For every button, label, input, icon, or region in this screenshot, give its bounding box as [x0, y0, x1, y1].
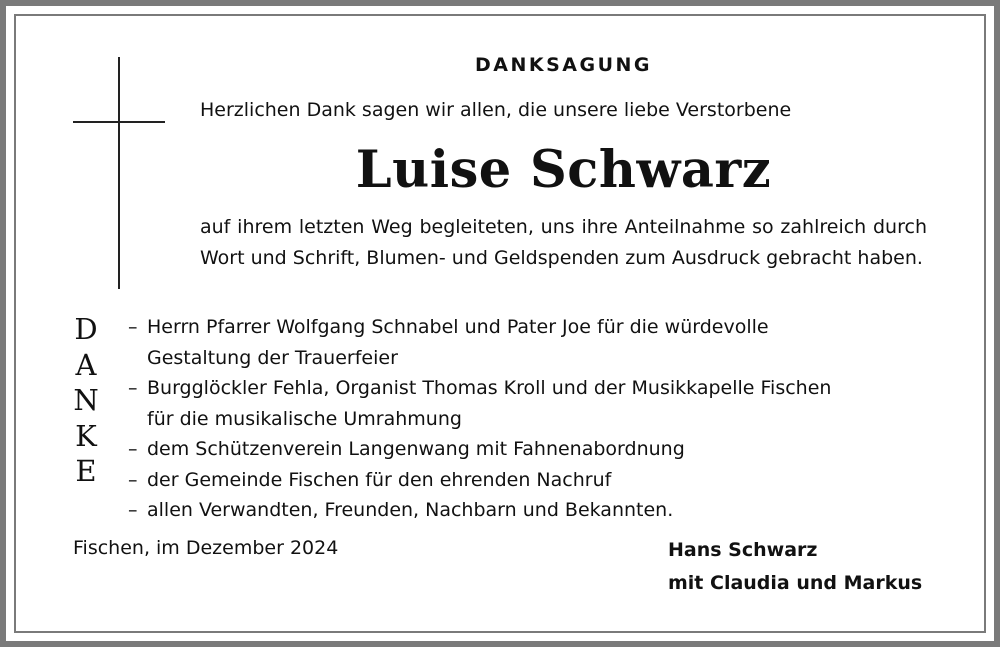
thanks-item	[128, 495, 928, 526]
thanks-item	[128, 312, 928, 373]
body-text: auf ihrem letzten Weg begleiteten, uns ihre Anteilnahme so zahlreich durch Wort und Schrift, Blumen- und Geldspenden zum Ausdruck gebracht haben.	[200, 216, 927, 269]
thanks-list	[128, 312, 928, 526]
dash: –	[128, 438, 138, 460]
place-date: Fischen, im Dezember 2024	[73, 537, 339, 559]
notice-heading: DANKSAGUNG	[474, 54, 652, 76]
danke-letter: D	[74, 312, 98, 346]
thanks-item	[128, 434, 928, 465]
deceased-name: Luise Schwarz	[355, 140, 772, 200]
dash: –	[128, 468, 138, 491]
danke-letter: N	[73, 383, 99, 417]
danke-letter: K	[75, 418, 97, 453]
thanks-item-line: der Gemeinde Fischen für den ehrenden Nachruf	[147, 468, 612, 491]
thanks-item-line: für die musikalische Umrahmung	[147, 407, 462, 430]
dash: –	[128, 377, 138, 399]
thanks-item	[128, 465, 928, 496]
thanks-item-line: dem Schützenverein Langenwang mit Fahnenabordnung	[147, 438, 685, 460]
danke-letter: A	[75, 347, 97, 382]
signature-line: mit Claudia und Markus	[668, 572, 923, 594]
thanks-item-line: Burgglöckler Fehla, Organist Thomas Kroll und der Musikkapelle Fischen	[147, 377, 832, 399]
thanks-item	[128, 373, 928, 434]
danke-vertical-word	[66, 312, 106, 490]
thanks-item-line: allen Verwandten, Freunden, Nachbarn und Bekannten.	[147, 499, 674, 521]
danke-letter: E	[75, 454, 97, 488]
thanks-item-line: Herrn Pfarrer Wolfgang Schnabel und Pater Joe für die würdevolle	[147, 316, 769, 338]
dash: –	[128, 499, 138, 521]
cross-vertical-bar	[118, 57, 120, 289]
dash: –	[128, 316, 138, 338]
thanks-item-line: Gestaltung der Trauerfeier	[147, 346, 398, 369]
intro-text: Herzlichen Dank sagen wir allen, die unsere liebe Verstorbene	[200, 99, 792, 121]
cross-horizontal-bar	[73, 121, 165, 123]
signature-line: Hans Schwarz	[668, 539, 818, 561]
